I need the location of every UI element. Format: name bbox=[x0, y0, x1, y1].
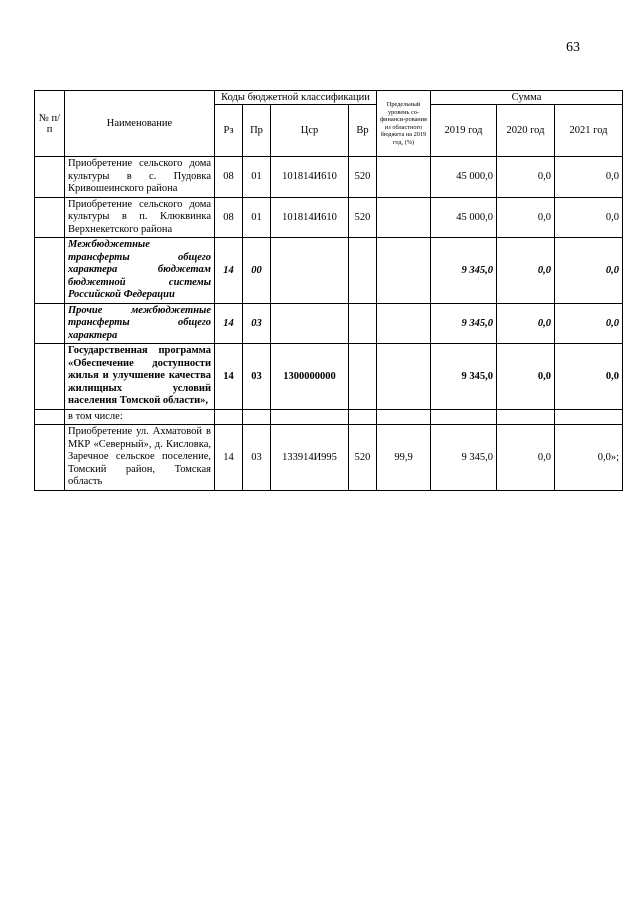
row-csr bbox=[271, 409, 349, 425]
row-2019: 9 345,0 bbox=[431, 425, 497, 491]
row-csr: 101814И610 bbox=[271, 197, 349, 238]
row-2019: 45 000,0 bbox=[431, 157, 497, 198]
row-pr: 03 bbox=[243, 425, 271, 491]
header-2019: 2019 год bbox=[431, 105, 497, 157]
header-sum-group: Сумма bbox=[431, 91, 623, 105]
row-vr: 520 bbox=[349, 425, 377, 491]
header-pr: Пр bbox=[243, 105, 271, 157]
row-2020: 0,0 bbox=[497, 197, 555, 238]
row-rz: 08 bbox=[215, 157, 243, 198]
row-pr bbox=[243, 409, 271, 425]
row-num bbox=[35, 409, 65, 425]
row-2021: 0,0 bbox=[555, 157, 623, 198]
row-csr: 1300000000 bbox=[271, 344, 349, 410]
row-2021 bbox=[555, 409, 623, 425]
row-rz: 08 bbox=[215, 197, 243, 238]
row-rz: 14 bbox=[215, 344, 243, 410]
row-2019 bbox=[431, 409, 497, 425]
row-vr: 520 bbox=[349, 157, 377, 198]
row-pr: 03 bbox=[243, 303, 271, 344]
row-pr: 01 bbox=[243, 157, 271, 198]
row-cofin bbox=[377, 157, 431, 198]
row-name: Приобретение сельского дома культуры в п. Клюквинка Верхнекетского района bbox=[65, 197, 215, 238]
page-number: 63 bbox=[566, 40, 580, 55]
header-codes-group: Коды бюджетной классификации bbox=[215, 91, 377, 105]
row-vr bbox=[349, 238, 377, 304]
row-name: Приобретение сельского дома культуры в с. Пудовка Кривошеинского района bbox=[65, 157, 215, 198]
row-num bbox=[35, 157, 65, 198]
row-2020: 0,0 bbox=[497, 157, 555, 198]
header-2021: 2021 год bbox=[555, 105, 623, 157]
row-num bbox=[35, 238, 65, 304]
row-name: Государственная программа «Обеспечение доступности жилья и улучшение качества жилищных условий населения Томской области», bbox=[65, 344, 215, 410]
row-cofin bbox=[377, 409, 431, 425]
header-name: Наименование bbox=[65, 91, 215, 157]
row-rz: 14 bbox=[215, 303, 243, 344]
row-pr: 00 bbox=[243, 238, 271, 304]
row-rz: 14 bbox=[215, 425, 243, 491]
row-2020 bbox=[497, 409, 555, 425]
table-row bbox=[35, 157, 623, 198]
table-row bbox=[35, 344, 623, 410]
row-2021: 0,0 bbox=[555, 344, 623, 410]
row-name: Прочие межбюджетные трансферты общего характера bbox=[65, 303, 215, 344]
table-row bbox=[35, 409, 623, 425]
row-num bbox=[35, 344, 65, 410]
row-cofin bbox=[377, 238, 431, 304]
table-row bbox=[35, 197, 623, 238]
row-rz bbox=[215, 409, 243, 425]
row-cofin bbox=[377, 303, 431, 344]
row-2021: 0,0 bbox=[555, 197, 623, 238]
row-2021: 0,0 bbox=[555, 303, 623, 344]
row-2020: 0,0 bbox=[497, 344, 555, 410]
row-2019: 9 345,0 bbox=[431, 238, 497, 304]
row-vr bbox=[349, 303, 377, 344]
row-num bbox=[35, 425, 65, 491]
row-csr bbox=[271, 303, 349, 344]
row-2020: 0,0 bbox=[497, 238, 555, 304]
row-name: в том числе: bbox=[65, 409, 215, 425]
row-vr bbox=[349, 409, 377, 425]
row-2019: 9 345,0 bbox=[431, 303, 497, 344]
header-csr: Цср bbox=[271, 105, 349, 157]
row-cofin: 99,9 bbox=[377, 425, 431, 491]
header-rz: Рз bbox=[215, 105, 243, 157]
row-name: Межбюджетные трансферты общего характера бюджетам бюджетной системы Российской Федерации bbox=[65, 238, 215, 304]
row-2021: 0,0»; bbox=[555, 425, 623, 491]
row-2020: 0,0 bbox=[497, 303, 555, 344]
table-row bbox=[35, 303, 623, 344]
table-row bbox=[35, 425, 623, 491]
row-num bbox=[35, 303, 65, 344]
row-2020: 0,0 bbox=[497, 425, 555, 491]
row-cofin bbox=[377, 344, 431, 410]
header-cofinancing: Предельный уровень со-финанси-рования из областного бюджета на 2019 год, (%) bbox=[377, 91, 431, 157]
row-cofin bbox=[377, 197, 431, 238]
row-csr: 101814И610 bbox=[271, 157, 349, 198]
header-vr: Вр bbox=[349, 105, 377, 157]
row-num bbox=[35, 197, 65, 238]
row-name: Приобретение ул. Ахматовой в МКР «Северный», д. Кисловка, Заречное сельское поселение, Томский район, Томская область bbox=[65, 425, 215, 491]
budget-table bbox=[34, 90, 623, 491]
row-csr: 133914И995 bbox=[271, 425, 349, 491]
row-2019: 9 345,0 bbox=[431, 344, 497, 410]
row-rz: 14 bbox=[215, 238, 243, 304]
row-pr: 01 bbox=[243, 197, 271, 238]
row-vr bbox=[349, 344, 377, 410]
row-vr: 520 bbox=[349, 197, 377, 238]
row-pr: 03 bbox=[243, 344, 271, 410]
table-row bbox=[35, 238, 623, 304]
row-csr bbox=[271, 238, 349, 304]
row-2021: 0,0 bbox=[555, 238, 623, 304]
header-2020: 2020 год bbox=[497, 105, 555, 157]
header-num: № п/п bbox=[35, 91, 65, 157]
row-2019: 45 000,0 bbox=[431, 197, 497, 238]
